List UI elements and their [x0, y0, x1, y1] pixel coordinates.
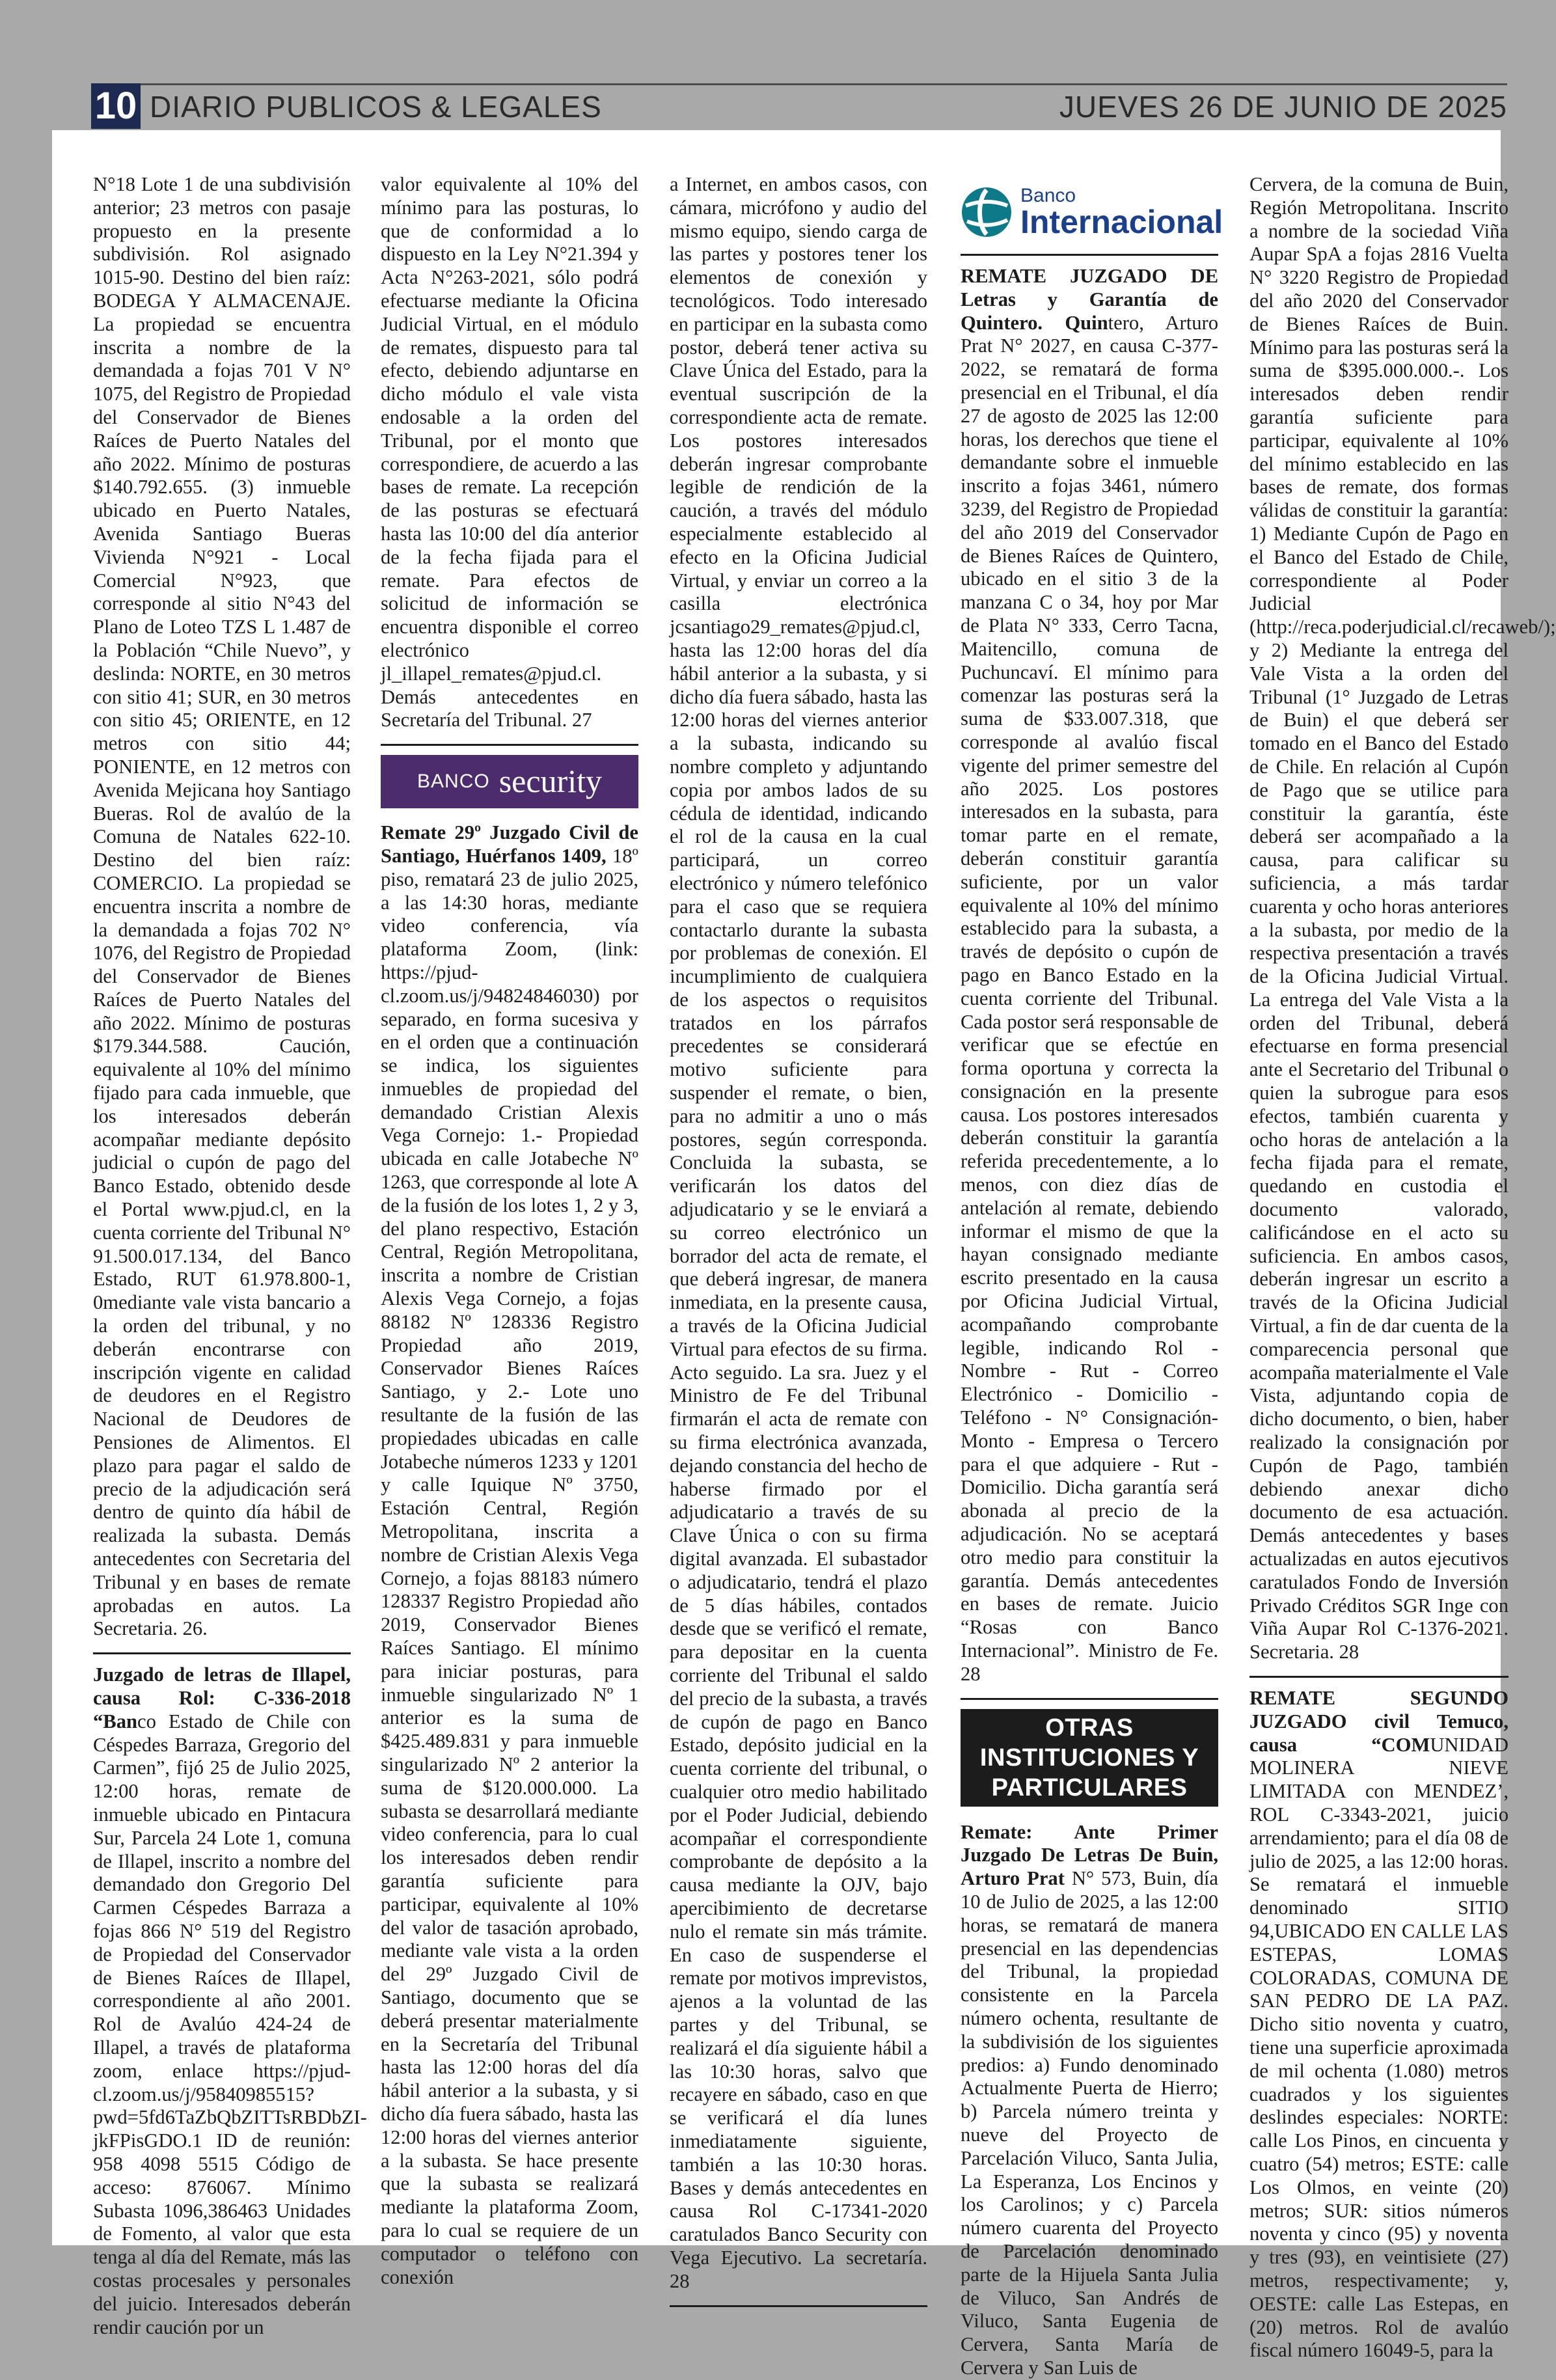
logo-word-banco: BANCO	[417, 771, 490, 793]
logo-word-security: security	[498, 763, 602, 800]
header-rule	[91, 83, 1507, 85]
notice-text: UNIDAD MOLINERA NIEVE LIMITADA con MENDEZ’, ROL C-3343-2021, juicio arrendamiento; para el día 08 de julio de 2025, a las 12:00 horas. Se rematará el inmueble denominado SITIO 94,UBICADO EN CALLE LAS ESTEPAS, LOMAS COLORADAS, COMUNA DE SAN PEDRO DE LA PAZ. Dicho sitio noventa y cuatro, tiene una superficie aproximada de mil ochenta (1.080) metros cuadrados y los siguientes deslindes especiales: NORTE: calle Los Pinos, en cincuenta y cuatro (54) metros; ESTE: calle Los Olmos, en veinte (20) metros; SUR: sitios números noventa y cinco (95) y noventa y tres (93), en veintisiete (27) metros, respectivamente; y, OESTE: calle Las Estepas, en (20) metros. Rol de avalúo fiscal número 16049-5, para la	[1249, 1733, 1508, 2362]
notice-text: N° 573, Buin, día 10 de Julio de 2025, a las 12:00 horas, se rematará de manera presencial en las dependencias del Tribunal, la propiedad consistente en la Parcela número ochenta, resultante de la subdivisión de los siguientes predios: a) Fundo denominado Actualmente Puerta de Hierro; b) Parcela número treinta y nueve del Proyecto de Parcelación Viluco, Santa Julia, La Esperanza, Los Encinos y los Carolinos; y c) Parcela número cuarenta del Proyecto de Parcelación denominado parte de la Hijuela Santa Julia de Viluco, San Andrés de Viluco, Santa Eugenia de Cervera, Santa María de Cervera y San Luis de	[961, 1867, 1218, 2379]
notice-text: N°18 Lote 1 de una subdivisión anterior; 23 metros con pasaje propuesto en la presente subdivisión. Rol asignado 1015-90. Destino del bien raíz: BODEGA Y ALMACENAJE. La propiedad se encuentra inscrita a nombre de la demandada a fojas 701 V N° 1075, del Registro de Propiedad del Conservador de Bienes Raíces de Puerto Natales del año 2022. Mínimo de posturas $140.792.655. (3) inmueble ubicado en Puerto Natales, Avenida Santiago Bueras Vivienda N°921 - Local Comercial N°923, que corresponde al sitio N°43 del Plano de Loteo TZS L 1.487 de la Población “Chile Nuevo”, y deslinda: NORTE, en 30 metros con sitio 41; SUR, en 30 metros con sitio 45; ORIENTE, en 12 metros con sitio 44; PONIENTE, en 12 metros con Avenida Mejicana hoy Santiago Bueras. Rol de avalúo de la Comuna de Natales 622-10. Destino del bien raíz: COMERCIO. La propiedad se encuentra inscrita a nombre de la demandada a fojas 702 N° 1076, del Registro de Propiedad del Conservador de Bienes Raíces de Puerto Natales del año 2022. Mínimo de posturas $179.344.588. Caución, equivalente al 10% del mínimo fijado para cada inmueble, que los interesados deberán acompañar mediante depósito judicial o cupón de pago del Banco Estado, obtenido desde el Portal www.pjud.cl, en la cuenta corriente del Tribunal N° 91.500.017.134, del Banco Estado, RUT 61.978.800-1, 0mediante vale vista bancario a la orden del tribunal, y no deberán encontrarse con inscripción vigente en calidad de deudores en el Registro Nacional de Deudores de Pensiones de Alimentos. El plazo para pagar el saldo de precio de la adjudicación será dentro de quinto día hábil de realizada la subasta. Demás antecedentes con Secretaria del Tribunal y en bases de remate aprobadas en autos. La Secretaria. 26.	[93, 173, 351, 1640]
notice-text: valor equivalente al 10% del mínimo para las posturas, lo que de conformidad a lo dispuesto en la Ley N°21.394 y Acta N°263-2021, sólo podrá efectuarse mediante la Oficina Judicial Virtual, en el módulo de remates, dispuesto para tal efecto, debiendo adjuntarse en dicho módulo el vale vista endosable a la orden del Tribunal, por el monto que correspondiere, de acuerdo a las bases de remate. La recepción de las posturas se efectuará hasta las 10:00 del día anterior de la fecha fijada para el remate. Para efectos de solicitud de información se encuentra disponible el correo electrónico jl_illapel_remates@pjud.cl. Demás antecedentes en Secretaría del Tribunal. 27	[381, 173, 638, 732]
notice-divider	[93, 1652, 351, 1654]
section-heading: OTRAS INSTITUCIONES Y PARTICULARES	[961, 1709, 1218, 1807]
notice-quintero	[961, 265, 1218, 1686]
column-3	[670, 173, 927, 2292]
column-1	[93, 173, 367, 2338]
notice-divider	[961, 254, 1218, 256]
notice-text: tero, Arturo Prat N° 2027, en causa C-377-2022, se rematará de forma presencial en el Tribunal, el día 27 de agosto de 2025 las 12:00 horas, los derechos que tiene el demandante sobre el inmueble inscrito a fojas 3461, número 3239, del Registro de Propiedad del año 2019 del Conservador de Bienes Raíces de Quintero, ubicado en el sitio 3 de la manzana C o 34, hoy por Mar de Plata N° 333, Cerro Tacna, Maitencillo, comuna de Puchuncaví. El mínimo para comenzar las posturas será la suma de $33.007.318, que corresponde al avalúo fiscal vigente del primer semestre del año 2025. Los postores interesados en la subasta, para tomar parte en el remate, deberán constituir garantía suficiente, por un valor equivalente al 10% del mínimo establecido para la subasta, a través de depósito o cupón de pago en Banco Estado en la cuenta corriente del Tribunal. Cada postor será responsable de verificar que se efectúe en forma oportuna y correcta la consignación en la presente causa. Los postores interesados deberán constituir la garantía referida precedentemente, a lo menos, con diez días de antelación al remate, debiendo informar el mismo de que la hayan consignado mediante escrito presentado en la causa por Oficina Judicial Virtual, acompañando comprobante legible, indicando Rol - Nombre - Rut - Correo Electrónico - Domicilio - Teléfono - N° Consignación- Monto - Empresa o Tercero para el que adquiere - Rut - Domicilio. Dicha garantía será abonada al precio de la adjudicación. No se aceptará otro medio para constituir la garantía. Demás antecedentes en bases de remate. Juicio “Rosas con Banco Internacional”. Ministro de Fe. 28	[961, 311, 1218, 1685]
notice-divider	[1249, 1676, 1508, 1678]
column-4	[961, 173, 1223, 2379]
publication-name: DIARIO PUBLICOS & LEGALES	[150, 90, 602, 124]
notice-heading: Remate: Ante Primer Juzgado De Letras De Buin, Arturo Prat	[961, 1820, 1218, 1890]
notice-text: 18º piso, rematará 23 de julio 2025, a las 14:30 horas, mediante video conferencia, vía plataforma Zoom, (link: https://pjud-cl.zoom.us/j/94824846030) por separado, en forma sucesiva y en el orden que a continuación se indica, los siguientes inmuebles de propiedad del demandado Cristian Alexis Vega Cornejo: 1.- Propiedad ubicada en calle Jotabeche Nº 1263, que corresponde al lote A de la fusión de los lotes 1, 2 y 3, del plano respectivo, Estación Central, Región Metropolitana, inscrita a nombre de Cristian Alexis Vega Cornejo, a fojas 88182 Nº 128336 Registro Propiedad año 2019, Conservador Bienes Raíces Santiago, y 2.- Lote uno resultante de la fusión de las propiedades ubicadas en calle Jotabeche números 1233 y 1201 y calle Iquique Nº 3750, Estación Central, Región Metropolitana, inscrita a nombre de Cristian Alexis Vega Cornejo, a fojas 88183 número 128337 Registro Propiedad año 2019, Conservador Bienes Raíces Santiago. El mínimo para iniciar posturas, para inmueble singularizado Nº 1 anterior es la suma de $425.489.831 y para inmueble singularizado Nº 2 anterior la suma de $120.000.000. La subasta se desarrollará mediante video conferencia, para lo cual los interesados deben rendir garantía suficiente para participar, equivalente al 10% del valor de tasación aprobado, mediante vale vista a la orden del 29º Juzgado Civil de Santiago, documento que se deberá presentar materialmente en la Secretaría del Tribunal hasta las 12:00 horas del día hábil anterior a la subasta, y si dicho día fuera sábado, hasta las 12:00 horas del viernes anterior a la subasta. Se hace presente que la subasta se realizará mediante la plataforma Zoom, para lo cual se requiere de un computador o teléfono con conexión	[381, 844, 639, 2288]
notice-heading: REMATE SEGUNDO JUZGADO civil Temuco, causa “COM	[1249, 1687, 1508, 1756]
logo-word-banco: Banco	[1020, 185, 1076, 206]
notice-divider	[670, 2305, 927, 2307]
publication-date: JUEVES 26 DE JUNIO DE 2025	[1059, 90, 1507, 124]
notice-divider	[961, 1698, 1218, 1700]
notice-heading: Remate 29º Juzgado Civil de Santiago, Huérfanos 1409,	[381, 821, 638, 867]
notice-heading: Juzgado de letras de Illapel, causa Rol: C-336-2018 “Ban	[93, 1663, 351, 1732]
page-number: 10	[91, 83, 141, 129]
notice-text: Cervera, de la comuna de Buin, Región Metropolitana. Inscrito a nombre de la sociedad Viña Aupar SpA a fojas 2816 Vuelta N° 3220 Registro de Propiedad del año 2020 del Conservador de Bienes Raíces de Buin. Mínimo para las posturas será la suma de $395.000.000.-. Los interesados deben rendir garantía suficiente para participar, equivalente al 10% del mínimo establecido en las bases de remate, dos formas válidas de constituir la garantía: 1) Mediante Cupón de Pago en el Banco del Estado de Chile, correspondiente al Poder Judicial (http://reca.poderjudicial.cl/recaweb/); y 2) Mediante la entrega del Vale Vista a la orden del Tribunal (1° Juzgado de Letras de Buin) el que deberá ser tomado en el Banco del Estado de Chile. En relación al Cupón de Pago que se utilice para constituir la garantía, éste deberá ser acompañado a la causa, para calificar su suficiencia, a más tardar cuarenta y ocho horas anteriores a la subasta, por medio de la respectiva presentación a través de la Oficina Judicial Virtual. La entrega del Vale Vista a la orden del Tribunal, deberá efectuarse en forma presencial ante el Secretario del Tribunal o quien la subrogue para esos efectos, también cuarenta y ocho horas de antelación a la fecha fijada para el remate, quedando en custodia el documento valorado, calificándose en el acto su suficiencia. En ambos casos, deberán ingresar un escrito a través de la Oficina Judicial Virtual, a fin de dar cuenta de la comparecencia personal que acompaña materialmente el Vale Vista, adjuntando copia de dicho documento, o bien, haber realizado la consignación por Cupón de Pago, también debiendo anexar dicho documento de esa actuación. Demás antecedentes y bases actualizadas en autos ejecutivos caratulados Fondo de Inversión Privado Créditos SGR Inge con Viña Aupar Rol C-1376-2021. Secretaria. 28	[1249, 173, 1556, 1663]
globe-icon	[961, 186, 1013, 238]
logo-word-internacional: Internacional	[1020, 204, 1223, 240]
banco-internacional-logo	[961, 180, 1223, 245]
notice-illapel	[93, 1663, 367, 2339]
notice-heading: REMATE JUZGADO DE Letras y Garantía de Quintero. Quin	[961, 265, 1218, 334]
notice-divider	[381, 744, 638, 746]
column-5	[1249, 173, 1556, 2362]
notice-temuco	[1249, 1687, 1508, 2362]
column-2	[381, 173, 639, 2288]
notice-text: co Estado de Chile con Céspedes Barraza, Gregorio del Carmen”, fijó 25 de Julio 2025, 12:00 horas, remate de inmueble ubicado en Pintacura Sur, Parcela 24 Lote 1, comuna de Illapel, inscrito a nombre del demandado don Gregorio Del Carmen Céspedes Barraza a fojas 866 N° 519 del Registro de Propiedad del Conservador de Bienes Raíces de Illapel, correspondiente al año 2001. Rol de Avalúo 424-24 de Illapel, a través de plataforma zoom, enlace https://pjud-cl.zoom.us/j/95840985515?pwd=5fd6TaZbQbZITTsRBDbZI-jkFPisGDO.1 ID de reunión: 958 4098 5515 Código de acceso: 876067. Mínimo Subasta 1096,386463 Unidades de Fomento, al valor que esta tenga al día del Remate, más las costas procesales y personales del juicio. Interesados deberán rendir caución por un	[93, 1710, 367, 2338]
banco-security-logo	[381, 755, 638, 808]
notice-buin	[961, 1821, 1218, 2380]
notice-santiago	[381, 821, 638, 2289]
notice-text: a Internet, en ambos casos, con cámara, micrófono y audio del mismo equipo, siendo carga de las partes y postores tener los elementos de conexión y tecnológicos. Todo interesado en participar en la subasta como postor, deberá tener activa su Clave Única del Estado, para la eventual suscripción de la correspondiente acta de remate. Los postores interesados deberán ingresar comprobante legible de rendición de la caución, a través del módulo especialmente establecido al efecto en la Oficina Judicial Virtual, y enviar un correo a la casilla electrónica jcsantiago29_remates@pjud.cl, hasta las 12:00 horas del día hábil anterior a la subasta, y si dicho día fuera sábado, hasta las 12:00 horas del viernes anterior a la subasta, indicando su nombre completo y adjuntando copia por ambos lados de su cédula de identidad, indicando el rol de la causa en la cual participará, un correo electrónico y número telefónico para el caso que se requiera contactarlo durante la subasta por problemas de conexión. El incumplimiento de cualquiera de los aspectos o requisitos tratados en los párrafos precedentes se considerará motivo suficiente para suspender el remate, o bien, para no admitir a uno o más postores, según corresponda. Concluida la subasta, se verificarán los datos del adjudicatario y se le enviará a su correo electrónico un borrador del acta de remate, el que deberá ingresar, de manera inmediata, en la presente causa, a través de la Oficina Judicial Virtual para efectos de su firma. Acto seguido. La sra. Juez y el Ministro de Fe del Tribunal firmarán el acta de remate con su firma electrónica avanzada, dejando constancia del hecho de haberse firmado por el adjudicatario a través de su Clave Única o con su firma digital avanzada. El subastador o adjudicatario, tendrá el plazo de 5 días hábiles, contados desde que se verificó el remate, para depositar en la cuenta corriente del Tribunal el saldo del precio de la subasta, a través de cupón de pago en Banco Estado, depósito judicial en la cuenta corriente del tribunal, o cualquier otro medio habilitado por el Poder Judicial, debiendo acompañar el correspondiente comprobante de depósito a la causa mediante la OJV, bajo apercibimiento de decretarse nulo el remate sin más trámite. En caso de suspenderse el remate por motivos imprevistos, ajenos a la voluntad de las partes y del Tribunal, se realizará el día siguiente hábil a las 10:30 horas, salvo que recayere en sábado, caso en que se verificará el día lunes inmediatamente siguiente, también a las 10:30 horas. Bases y demás antecedentes en causa Rol C-17341-2020 caratulados Banco Security con Vega Ejecutivo. La secretaría. 28	[670, 173, 927, 2292]
